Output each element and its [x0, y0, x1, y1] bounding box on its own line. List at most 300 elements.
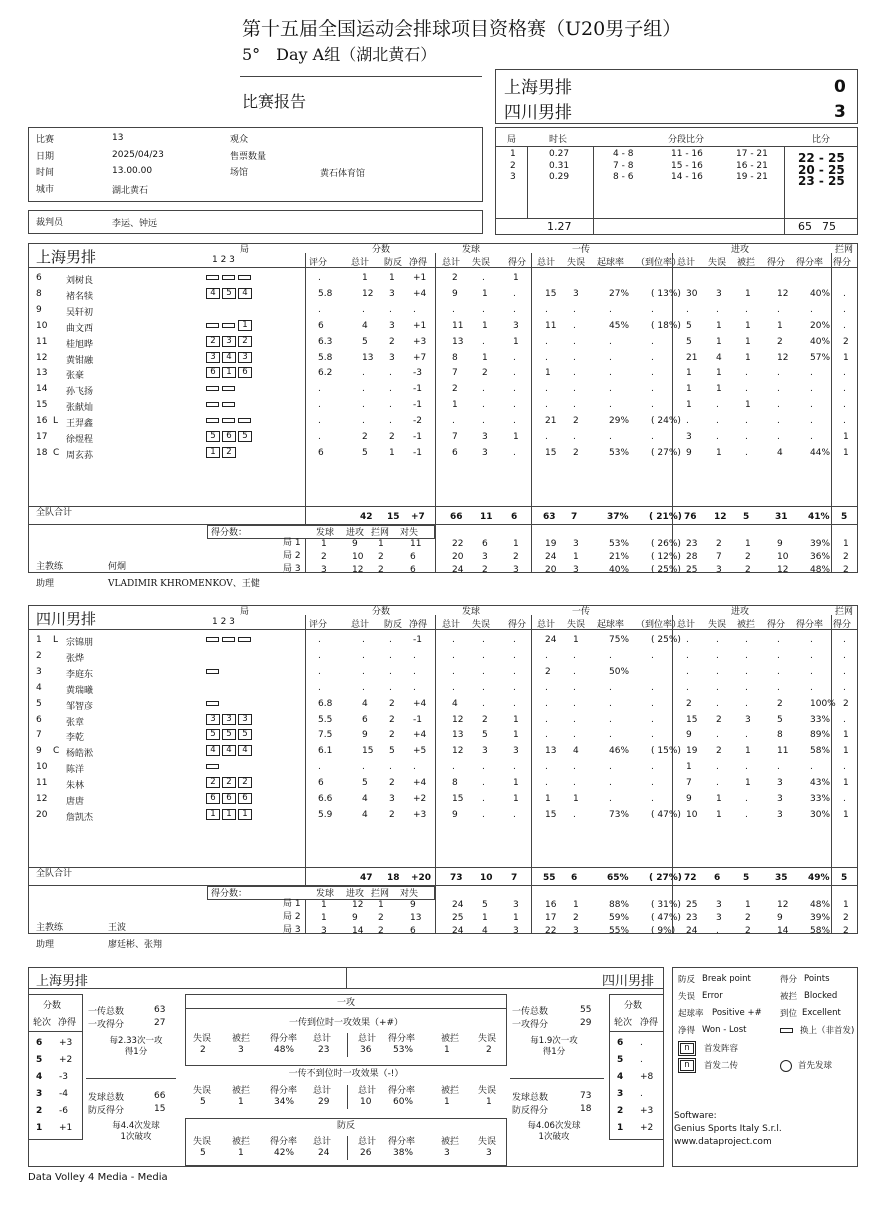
stat-s_pts: . [513, 352, 516, 363]
col-group-reception: 一传 [572, 607, 591, 617]
team-total-s_tot: 73 [450, 873, 463, 883]
stat-r_tot: 24 [545, 635, 557, 645]
player-number: 11 [36, 778, 48, 789]
set-heads: 1 2 3 [212, 617, 235, 627]
set-row-label: 局 1 [283, 538, 301, 548]
stat-r_pos: . [609, 304, 612, 315]
stat-vote: . [318, 273, 321, 283]
starting-position: 3 [222, 336, 236, 347]
starting-position: 2 [238, 336, 252, 347]
stat-a_pts: 3 [777, 778, 783, 789]
stat-a_pts: 12 [777, 352, 789, 363]
player-name: 孙飞扬 [66, 387, 94, 398]
player-role: L [53, 635, 59, 645]
stat-s_tot: 12 [452, 746, 464, 757]
set-heads: 1 2 3 [212, 255, 235, 265]
team-total-a_tot: 76 [684, 512, 697, 522]
legend-label: Positive +# [712, 1008, 762, 1018]
col-head-vote: 评分 [309, 620, 328, 630]
stat-r_err: . [573, 809, 576, 820]
col-head-pts: 得分 [767, 620, 786, 630]
set-points-by-type: 9 [352, 539, 358, 549]
col-head-bp: 防反 [384, 620, 403, 630]
set-stat-r_tot: 17 [545, 913, 557, 923]
stat-a_pct: . [810, 304, 813, 315]
stat-bp: 2 [389, 336, 395, 347]
stat-r_err: 1 [573, 794, 579, 804]
sets-won-b: 3 [834, 102, 846, 122]
attack-b-value: 10 [360, 1097, 372, 1107]
col-head-pos: 起球率 [597, 258, 625, 268]
set-stat-s_err: 6 [482, 539, 488, 549]
set-stat-s_tot: 24 [452, 565, 464, 575]
set-row-label: 局 2 [283, 912, 301, 922]
stat-r_tot: . [545, 400, 548, 411]
stat-s_err: . [482, 650, 485, 661]
team-total-a_err: 12 [714, 512, 727, 522]
stat-r_err: . [573, 714, 576, 725]
stat-bp: 2 [389, 714, 395, 725]
legend-code: 防反 [678, 975, 696, 985]
stat-b_pts: . [843, 304, 846, 315]
set-stat-a_tot: 23 [686, 913, 698, 923]
stat-tot: . [362, 416, 365, 427]
stat-vote: . [318, 635, 321, 645]
set-stat-a_err: 7 [716, 552, 722, 562]
set-points-by-type: 13 [410, 913, 422, 923]
stat-s_tot: 2 [452, 384, 458, 395]
player-name: 张献灿 [66, 403, 94, 414]
set-stat-a_pct: 39% [810, 913, 831, 923]
attack-col-head: 总计 [358, 1034, 377, 1044]
stat-s_pts: . [513, 447, 516, 458]
stat-s_err: . [482, 635, 485, 645]
b-sideout-points: 29 [580, 1018, 592, 1028]
rotation-net: +2 [59, 1055, 73, 1065]
stat-a_tot: 30 [686, 288, 698, 299]
rotation-number: 2 [36, 1106, 43, 1116]
stat-r_exc: . [651, 794, 654, 804]
total-time: 1.27 [547, 220, 572, 233]
starting-position: 4 [222, 745, 236, 756]
col-head-err: 失误 [567, 620, 586, 630]
stat-vote: 6 [318, 778, 324, 789]
stat-r_pos: . [609, 352, 612, 363]
player-name: 曲文西 [66, 323, 94, 334]
stat-a_err: . [716, 650, 719, 661]
stat-a_err: . [716, 400, 719, 411]
stat-r_err: . [573, 336, 576, 347]
team-total-a_pct: 49% [808, 873, 830, 883]
stat-a_tot: . [686, 416, 689, 427]
player-number: 9 [36, 746, 42, 757]
stat-bp: 1 [389, 447, 395, 458]
player-name: 朱林 [66, 781, 85, 792]
stat-b_pts: 1 [843, 746, 849, 757]
player-number: 13 [36, 368, 48, 379]
stat-s_err: . [482, 273, 485, 283]
stat-a_pts: . [777, 762, 780, 773]
assistant-names: VLADIMIR KHROMENKOV、王健 [108, 579, 260, 589]
time-col-head: 时长 [549, 135, 568, 145]
partial-21: 19 - 21 [736, 172, 768, 182]
starting-position: 5 [206, 729, 220, 740]
team-total-s_err: 11 [480, 512, 493, 522]
set-stat-a_blo: 1 [745, 539, 751, 549]
stat-r_exc: . [651, 336, 654, 347]
set-stat-a_tot: 25 [686, 900, 698, 910]
rotation-net: +3 [640, 1106, 654, 1116]
set-stat-s_tot: 24 [452, 900, 464, 910]
stat-r_err: . [573, 400, 576, 411]
team-total-s_pts: 7 [511, 873, 518, 883]
stat-r_err: . [573, 432, 576, 442]
stat-b_pts: . [843, 288, 846, 299]
player-role: L [53, 416, 59, 427]
stat-r_pos: . [609, 400, 612, 411]
stat-a_pct: 100% [810, 698, 836, 709]
col-head-pts: 得分 [833, 620, 852, 630]
attack-summary-title: 一攻 [336, 998, 355, 1008]
player-role: C [53, 447, 60, 458]
attack-b-value: 36 [360, 1045, 372, 1055]
attack-a-value: 24 [318, 1148, 330, 1158]
starting-position: 3 [206, 352, 220, 363]
stat-r_tot: . [545, 304, 548, 315]
col-head-err: 失误 [708, 620, 727, 630]
set-stat-a_pts: 10 [777, 552, 789, 562]
starting-position: 3 [206, 714, 220, 725]
rotation-net: -4 [59, 1089, 68, 1099]
stat-r_err: . [573, 666, 576, 677]
player-number: 2 [36, 650, 42, 661]
set-stat-a_pts: 12 [777, 900, 789, 910]
coach-label: 主教练 [36, 562, 64, 572]
stat-s_tot: 8 [452, 778, 458, 789]
set-stat-a_blo: 1 [745, 900, 751, 910]
stat-a_pts: . [777, 432, 780, 442]
set-points-by-type: 3 [321, 565, 327, 575]
stat-r_exc: . [651, 650, 654, 661]
col-head-pct: 得分率 [796, 258, 824, 268]
stat-a_blo: . [745, 809, 748, 820]
attack-col-head: 失误 [478, 1137, 497, 1147]
stat-a_pct: . [810, 762, 813, 773]
event-subtitle: 5° Day A组（湖北黄石） [242, 45, 437, 64]
player-number: 10 [36, 762, 48, 773]
points-label: 得分数： [211, 889, 248, 899]
team-total-a_pts: 35 [775, 873, 788, 883]
stat-b_pts: 1 [843, 778, 849, 789]
col-head-tot: 总计 [537, 258, 556, 268]
stat-s_pts: 1 [513, 794, 519, 804]
player-number: 1 [36, 635, 42, 645]
partial-8: 7 - 8 [613, 160, 634, 171]
team-total-r_tot: 55 [543, 873, 556, 883]
stat-bp: . [389, 384, 392, 395]
stat-r_err: . [573, 650, 576, 661]
set-stat-s_err: 4 [482, 926, 488, 936]
stat-a_pts: 2 [777, 336, 783, 347]
col-head-exc: （到位率） [636, 620, 682, 630]
venue: 黄石体育馆 [320, 169, 366, 179]
attack-a-value: 23 [318, 1045, 330, 1055]
stat-tot: . [362, 635, 365, 645]
attack-b-value: 3 [486, 1148, 492, 1158]
legend-label: Break point [702, 974, 751, 984]
partial-col-head: 分段比分 [668, 135, 705, 145]
set-row-label: 局 2 [283, 551, 301, 561]
stat-tot: 4 [362, 698, 368, 709]
referee-label: 裁判员 [36, 218, 64, 228]
stat-a_err: 1 [716, 447, 722, 458]
rotation-number: 4 [36, 1072, 43, 1082]
a-break-points: 15 [154, 1104, 166, 1114]
player-number: 17 [36, 432, 48, 442]
team-total-tot: 42 [360, 512, 373, 522]
col-head-tot: 总计 [351, 620, 370, 630]
stat-s_pts: . [513, 400, 516, 411]
city-label: 城市 [36, 185, 55, 195]
set-stat-s_err: 2 [482, 565, 488, 575]
set-stat-r_err: 2 [573, 913, 579, 923]
stat-a_pct: 40% [810, 336, 831, 347]
player-number: 12 [36, 352, 48, 363]
player-number: 18 [36, 447, 48, 458]
set-stat-s_pts: 3 [513, 900, 519, 910]
player-set-lineup [206, 399, 238, 410]
stat-s_tot: 8 [452, 352, 458, 363]
stat-a_tot: 1 [686, 400, 692, 411]
stat-a_err: . [716, 682, 719, 693]
attack-col-head: 总计 [358, 1086, 377, 1096]
stat-vote: . [318, 400, 321, 411]
starting-position: 5 [222, 729, 236, 740]
substitute-marker [206, 402, 219, 407]
stat-s_pts: 1 [513, 273, 519, 283]
player-number: 14 [36, 384, 48, 395]
set-stat-s_pts: 3 [513, 565, 519, 575]
team-total-a_err: 6 [714, 873, 721, 883]
set-points-by-type: 2 [378, 552, 384, 562]
substitute-marker [238, 637, 251, 642]
stat-a_err: 4 [716, 352, 722, 363]
stat-b_pts: . [843, 635, 846, 645]
stat-r_err: . [573, 682, 576, 693]
player-name: 桂旭晔 [66, 339, 94, 350]
a-reception-total: 63 [154, 1005, 166, 1015]
stat-wl: -1 [413, 384, 422, 395]
a-serve-total: 66 [154, 1091, 166, 1101]
player-name: 杨皓淞 [66, 749, 94, 760]
legend-code: 得分 [780, 975, 798, 985]
stat-vote: 6.6 [318, 794, 333, 804]
stat-r_pos: 75% [609, 635, 630, 645]
stat-a_blo: . [745, 730, 748, 741]
team-total-s_tot: 66 [450, 512, 463, 522]
stat-r_tot: 11 [545, 320, 557, 331]
set-stat-a_err: 3 [716, 565, 722, 575]
stat-tot: 15 [362, 746, 374, 757]
a-break-points-label: 防反得分 [88, 1106, 125, 1116]
legend-label: 首先发球 [798, 1061, 833, 1071]
partial-21: 17 - 21 [736, 149, 768, 159]
starting-position: 2 [206, 336, 220, 347]
stat-r_exc: . [651, 368, 654, 379]
stat-r_exc: ( 27%) [651, 447, 681, 458]
stat-s_err: 3 [482, 432, 488, 442]
stat-s_tot: 9 [452, 288, 458, 299]
rotation-number: 5 [617, 1055, 624, 1065]
stat-a_pts: 8 [777, 730, 783, 741]
stat-a_pts: . [777, 635, 780, 645]
attack-col-head: 被拦 [232, 1086, 251, 1096]
starting-position: 1 [222, 809, 236, 820]
stat-bp: 2 [389, 698, 395, 709]
stat-a_tot: 1 [686, 368, 692, 379]
stat-r_exc: . [651, 714, 654, 725]
stat-r_tot: . [545, 762, 548, 773]
total-points-b: 75 [822, 220, 836, 233]
stat-a_pct: . [810, 432, 813, 442]
set-points-by-type: 9 [410, 900, 416, 910]
rotation-number: 1 [36, 1123, 43, 1133]
player-number: 11 [36, 336, 48, 347]
stat-a_err: 1 [716, 336, 722, 347]
attack-b-value: 1 [486, 1097, 492, 1107]
attack-col-head: 得分率 [270, 1034, 298, 1044]
stat-s_tot: . [452, 650, 455, 661]
stat-bp: 2 [389, 778, 395, 789]
stat-a_blo: . [745, 432, 748, 442]
set-points-by-type: 14 [352, 926, 364, 936]
stat-r_tot: 15 [545, 809, 557, 820]
attack-col-head: 失误 [478, 1086, 497, 1096]
set-stat-r_exc: ( 47%) [651, 913, 681, 923]
set-points-by-type: 1 [321, 539, 327, 549]
stat-s_pts: . [513, 698, 516, 709]
b-break-points-label: 防反得分 [512, 1106, 549, 1116]
set-number: 2 [510, 160, 516, 171]
stat-r_err: 1 [573, 635, 579, 645]
set-stat-s_tot: 25 [452, 913, 464, 923]
stat-a_pts: 5 [777, 714, 783, 725]
set-points-by-type: 1 [378, 900, 384, 910]
stat-a_err: . [716, 416, 719, 427]
set-stat-r_pos: 21% [609, 552, 630, 562]
points-label: 得分数： [211, 528, 248, 538]
stat-a_blo: . [745, 384, 748, 395]
stat-bp: 5 [389, 746, 395, 757]
player-name: 刘树良 [66, 276, 94, 286]
rotation-number: 1 [617, 1123, 624, 1133]
attack-b-value: 26 [360, 1148, 372, 1158]
attack-a-value: 3 [238, 1045, 244, 1055]
rotation-number: 4 [617, 1072, 624, 1082]
stat-vote: . [318, 384, 321, 395]
substitute-marker [222, 402, 235, 407]
stat-vote: . [318, 666, 321, 677]
set-stat-r_err: 3 [573, 539, 579, 549]
stat-bp: . [389, 368, 392, 379]
stat-a_tot: 9 [686, 447, 692, 458]
stat-s_pts: 1 [513, 432, 519, 442]
set-stat-r_err: 3 [573, 565, 579, 575]
stat-r_exc: . [651, 778, 654, 789]
starting-position: 5 [206, 431, 220, 442]
stat-a_err: 1 [716, 320, 722, 331]
set-row-label: 局 1 [283, 899, 301, 909]
set-stat-r_exc: ( 9%) [651, 926, 676, 936]
rotation-net: . [640, 1038, 643, 1048]
starting-position: 2 [222, 447, 236, 458]
attack-col-head: 得分率 [388, 1086, 416, 1096]
rotation-net: -3 [59, 1072, 68, 1082]
set-stat-s_tot: 22 [452, 539, 464, 549]
rot-a-head-rot: 轮次 [33, 1018, 52, 1028]
attack-a-value: 1 [238, 1148, 244, 1158]
col-group-block: 拦网 [835, 245, 854, 255]
stat-tot: 9 [362, 730, 368, 741]
coach-name: 王波 [108, 923, 127, 933]
stat-tot: 13 [362, 352, 374, 363]
starting-position: 3 [238, 352, 252, 363]
stat-a_tot: 1 [686, 384, 692, 395]
stat-vote: . [318, 682, 321, 693]
substitute-marker [222, 275, 235, 280]
stat-vote: 6.1 [318, 746, 333, 757]
stat-wl: -1 [413, 447, 422, 458]
legend-code: 被拦 [780, 992, 798, 1002]
stat-r_tot: . [545, 682, 548, 693]
player-role: C [53, 746, 60, 757]
stat-r_err: . [573, 320, 576, 331]
stat-s_err: 2 [482, 714, 488, 725]
stat-tot: 4 [362, 320, 368, 331]
stat-r_exc: . [651, 400, 654, 411]
stat-s_pts: 3 [513, 320, 519, 331]
stat-tot: 6 [362, 714, 368, 725]
score-team-a: 上海男排 [504, 78, 572, 98]
attack-col-head: 失误 [193, 1034, 212, 1044]
b-serve-total: 73 [580, 1091, 592, 1101]
stat-r_pos: 50% [609, 666, 630, 677]
set-final-score: 23 - 25 [798, 174, 845, 188]
stat-bp: 2 [389, 809, 395, 820]
set-points-by-type: 10 [352, 552, 364, 562]
stat-a_err: . [716, 778, 719, 789]
rot-a-head-net: 净得 [58, 1018, 77, 1028]
stat-s_tot: . [452, 682, 455, 693]
player-set-lineup [206, 288, 254, 299]
player-name: 李庭东 [66, 669, 94, 680]
player-set-lineup [206, 793, 254, 804]
set-stat-r_pos: 55% [609, 926, 630, 936]
a-serve-total-label: 发球总数 [88, 1093, 125, 1103]
stat-a_err: 1 [716, 794, 722, 804]
starting-position: 4 [238, 745, 252, 756]
stat-s_err: . [482, 698, 485, 709]
stat-bp: . [389, 666, 392, 677]
stat-a_tot: 2 [686, 698, 692, 709]
player-name: 李乾 [66, 733, 85, 744]
b-sideout-points-label: 一攻得分 [512, 1020, 549, 1030]
set-points-by-type: 1 [321, 900, 327, 910]
starting-position: 1 [206, 447, 220, 458]
stat-wl: +5 [413, 746, 427, 757]
stat-r_err: 4 [573, 746, 579, 757]
b-sideout-ratio-2: 得1分 [542, 1047, 566, 1057]
